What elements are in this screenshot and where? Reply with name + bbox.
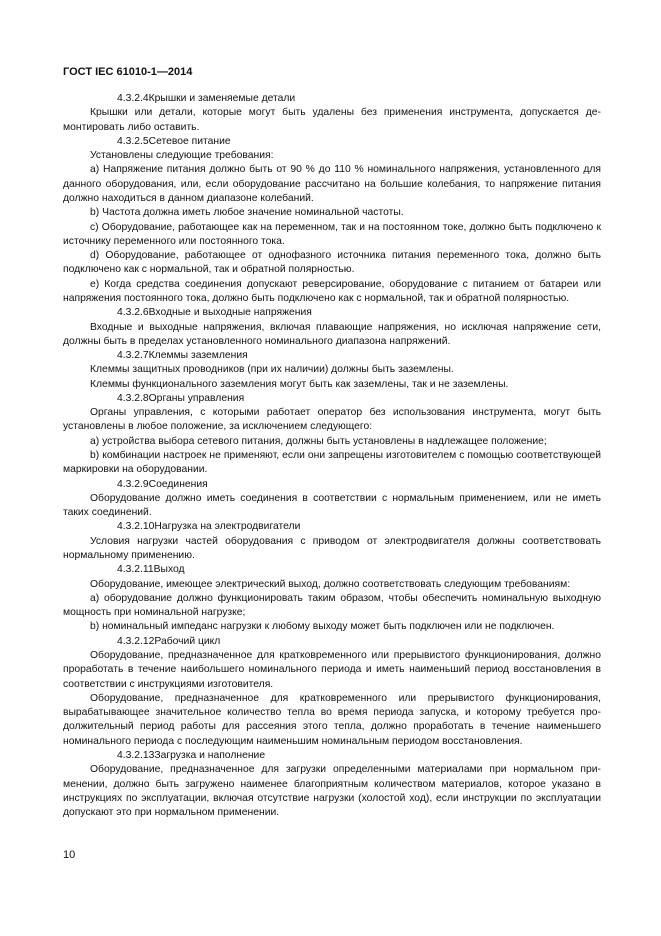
- paragraph: a) Напряжение питания должно быть от 90 % до 110 % номинального напряжения, установленного для данного оборудования, или, если оборудование рассчитано на большие колебания, то напряжение питания должно находиться в данном диапазоне колебаний.: [63, 164, 601, 204]
- paragraph: Клеммы защитных проводников (при их наличии) должны быть заземлены.: [90, 364, 454, 376]
- section-heading: [63, 478, 601, 492]
- paragraph: Условия нагрузки частей оборудования с приводом от электродвигателя должны соответствовать нормальному применению.: [63, 535, 601, 561]
- section-title: Сетевое питание: [148, 135, 231, 147]
- section-heading: [63, 135, 601, 149]
- section-title: Крышки и заменяемые детали: [148, 93, 296, 104]
- section-title: Нагрузка на электродвигатели: [154, 521, 301, 533]
- paragraph: Клеммы функционального заземления могут быть как заземлены, так и не заземлены.: [90, 378, 509, 390]
- paragraph: Оборудование, предназначенное для кратковременного или прерывистого функционирования, вырабатывающее значительное количество тепла во время периода запуска, и которому требуется продолжительный период работы для рассеяния этого тепла, должно проработать в течение наименьшего номинального периода с последующим наименьшим номинальным периодом восстановления.: [63, 692, 601, 747]
- section-title: Загрузка и наполнение: [154, 749, 266, 761]
- paragraph: c) Оборудование, работающее как на переменном, так и на постоянном токе, должно быть подключено к источнику переменного или постоянного тока.: [63, 221, 601, 247]
- paragraph: Крышки или детали, которые могут быть удалены без применения инструмента, допускается демонтировать либо оставить.: [63, 107, 601, 133]
- section-number: 4.3.2.9: [117, 478, 149, 490]
- section-heading: [63, 635, 601, 649]
- section-number: 4.3.2.11: [117, 564, 154, 576]
- paragraph: Оборудование, имеющее электрический выход, должно соответствовать следующим требованиям:: [90, 578, 571, 590]
- section-title: Рабочий цикл: [154, 635, 221, 647]
- paragraph: d) Оборудование, работающее от однофазного источника питания переменного тока, должно быть подключено как с нормальной, так и обратной полярностью.: [63, 250, 601, 276]
- section-number: 4.3.2.5: [117, 135, 149, 147]
- section-title: Входные и выходные напряжения: [148, 307, 312, 319]
- paragraph: Установлены следующие требования:: [90, 150, 274, 162]
- section-number: 4.3.2.12: [117, 635, 155, 647]
- section-heading: [63, 749, 601, 763]
- paragraph: Входные и выходные напряжения, включая плавающие напряжения, но исключая напряжение сети, должны быть в пределах установленного номинального диапазона напряжений.: [63, 321, 601, 347]
- section-number: 4.3.2.7: [117, 350, 149, 362]
- document-body: [63, 92, 601, 820]
- section-title: Выход: [153, 564, 185, 576]
- section-number: 4.3.2.4: [117, 93, 149, 104]
- page-number: 10: [63, 849, 76, 861]
- document-header: ГОСТ IEC 61010-1—2014: [63, 66, 193, 78]
- section-heading: [63, 349, 601, 363]
- paragraph: Оборудование должно иметь соединения в соответствии с нормальным применением, или не иметь таких соединений.: [63, 492, 601, 519]
- paragraph: a) оборудование должно функционировать таким образом, чтобы обеспечить номинальную выходную мощность при номинальной нагрузке;: [63, 592, 601, 619]
- section-heading: [63, 306, 601, 320]
- section-number: 4.3.2.8: [117, 392, 149, 404]
- section-number: 4.3.2.6: [117, 307, 149, 319]
- section-number: 4.3.2.10: [117, 521, 155, 533]
- paragraph: a) устройства выбора сетевого питания, должны быть установлены в надлежащее положение;: [90, 435, 547, 447]
- paragraph: e) Когда средства соединения допускают реверсирование, оборудование с питанием от батареи или напряжения постоянного тока, должно быть подключено как с нормальной, так и обратной полярностью.: [63, 278, 601, 304]
- paragraph: b) номинальный импеданс нагрузки к любому выходу может быть подключен или не подключен.: [90, 621, 555, 633]
- section-number: 4.3.2.13: [117, 749, 155, 761]
- paragraph: b) комбинации настроек не применяют, если они запрещены изготовителем с помощью соответствующей маркировки на оборудовании.: [63, 450, 601, 476]
- section-title: Клеммы заземления: [148, 350, 248, 362]
- section-title: Соединения: [148, 478, 208, 490]
- section-heading: [63, 520, 601, 534]
- paragraph: b) Частота должна иметь любое значение номинальной частоты.: [90, 207, 404, 219]
- paragraph: Органы управления, с которыми работает оператор без использования инструмента, могут быть установлены в любое положение, за исключением следующего:: [63, 407, 601, 433]
- section-heading: [63, 92, 601, 106]
- paragraph: Оборудование, предназначенное для кратковременного или прерывистого функционирования, должно проработать в течение наибольшего номинального периода и иметь наименьший период восстановления в соответствии с инструкциями изготовителя.: [63, 649, 601, 690]
- paragraph: Оборудование, предназначенное для загрузки определенными материалами при нормальном применении, должно быть загружено наименее благоприятным количеством материалов, которое указано в инструкциях по эксплуатации, включая отсутствие нагрузки (холостой ход), если инструкции по эксплуатации допускают это при нормальном применении.: [63, 764, 601, 819]
- section-heading: [63, 392, 601, 406]
- section-heading: [63, 563, 601, 577]
- section-title: Органы управления: [148, 392, 245, 404]
